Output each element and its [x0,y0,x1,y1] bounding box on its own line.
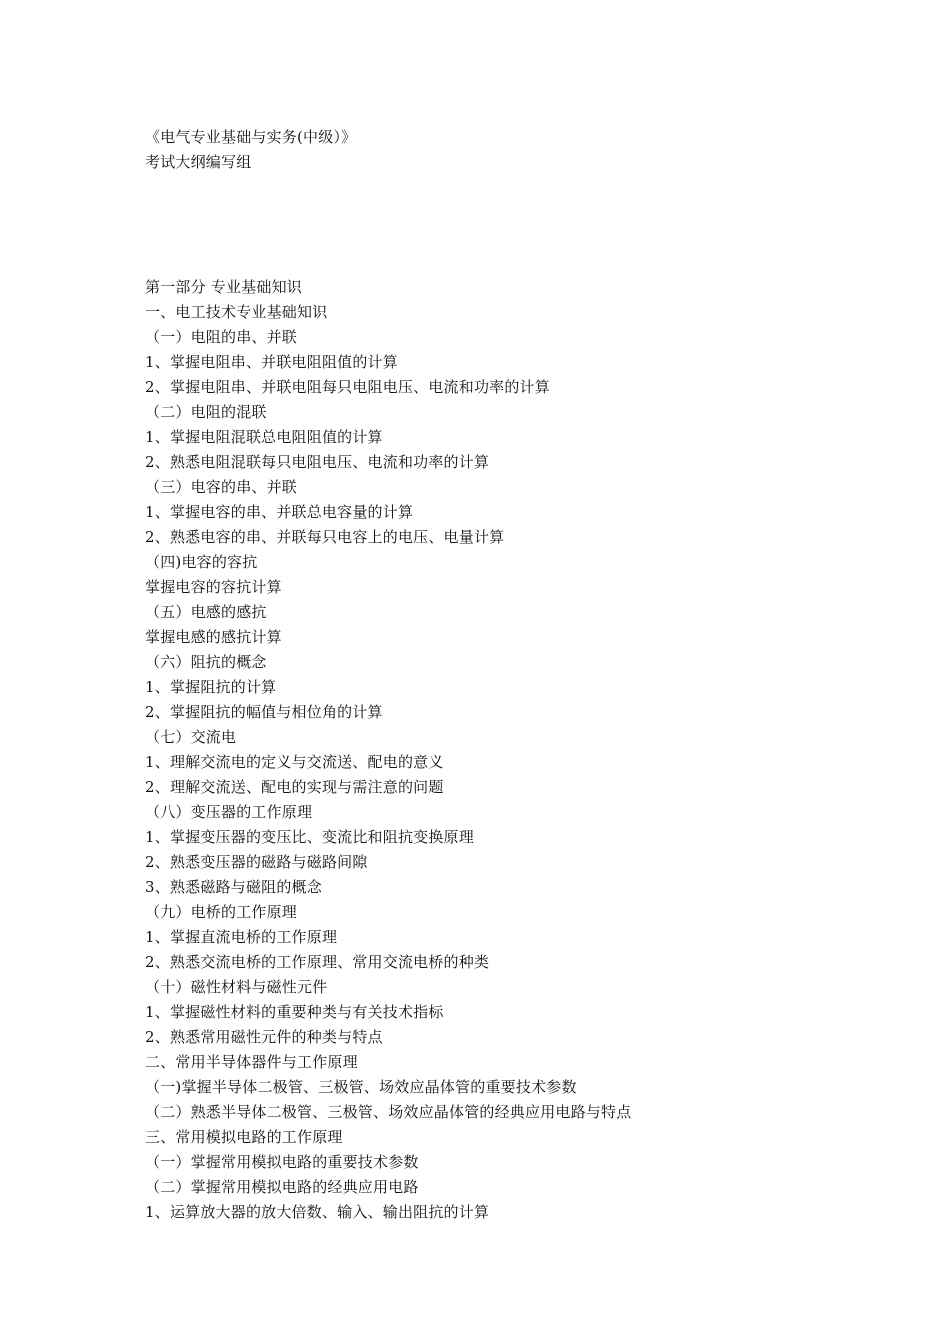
outline-item: 1、掌握电容的串、并联总电容量的计算 [145,503,414,521]
outline-item: （二）掌握常用模拟电路的经典应用电路 [145,1178,419,1196]
subsection-heading: （七）交流电 [145,728,237,746]
outline-item: 1、掌握电阻串、并联电阻阻值的计算 [145,353,398,371]
chapter-heading: 三、常用模拟电路的工作原理 [145,1128,343,1146]
outline-item: 1、掌握磁性材料的重要种类与有关技术指标 [145,1003,444,1021]
subsection-heading: （三）电容的串、并联 [145,478,298,496]
outline-item: （一)掌握半导体二极管、三极管、场效应晶体管的重要技术参数 [145,1078,577,1096]
chapter-heading: 一、电工技术专业基础知识 [145,303,328,321]
outline-item: 2、掌握阻抗的幅值与相位角的计算 [145,703,383,721]
outline-item: 掌握电容的容抗计算 [145,578,282,596]
section-heading: 第一部分 专业基础知识 [145,278,302,296]
outline-item: 2、熟悉交流电桥的工作原理、常用交流电桥的种类 [145,953,490,971]
outline-item: 1、运算放大器的放大倍数、输入、输出阻抗的计算 [145,1203,490,1221]
outline-item: 1、掌握电阻混联总电阻阻值的计算 [145,428,383,446]
document-title: 《电气专业基础与实务(中级）》 [145,128,357,146]
subsection-heading: （五）电感的感抗 [145,603,267,621]
outline-item: 1、掌握直流电桥的工作原理 [145,928,338,946]
document-header [145,125,845,175]
outline-item: 1、掌握阻抗的计算 [145,678,277,696]
outline-item: 2、掌握电阻串、并联电阻每只电阻电压、电流和功率的计算 [145,378,550,396]
subsection-heading: （六）阻抗的概念 [145,653,267,671]
subsection-heading: （四)电容的容抗 [145,553,258,571]
outline-item: 1、理解交流电的定义与交流送、配电的意义 [145,753,444,771]
outline-item: （二）熟悉半导体二极管、三极管、场效应晶体管的经典应用电路与特点 [145,1103,632,1121]
outline-item: 1、掌握变压器的变压比、变流比和阻抗变换原理 [145,828,474,846]
document-body [145,275,905,1225]
outline-item: 掌握电感的感抗计算 [145,628,282,646]
subsection-heading: （八）变压器的工作原理 [145,803,313,821]
subsection-heading: （十）磁性材料与磁性元件 [145,978,328,996]
outline-item: 2、熟悉电容的串、并联每只电容上的电压、电量计算 [145,528,505,546]
subsection-heading: （九）电桥的工作原理 [145,903,298,921]
outline-item: 2、熟悉电阻混联每只电阻电压、电流和功率的计算 [145,453,490,471]
outline-item: 2、理解交流送、配电的实现与需注意的问题 [145,778,444,796]
outline-item: 3、熟悉磁路与磁阻的概念 [145,878,322,896]
subsection-heading: （二）电阻的混联 [145,403,267,421]
outline-item: 2、熟悉变压器的磁路与磁路间隙 [145,853,368,871]
subsection-heading: （一）电阻的串、并联 [145,328,298,346]
outline-item: 2、熟悉常用磁性元件的种类与特点 [145,1028,383,1046]
chapter-heading: 二、常用半导体器件与工作原理 [145,1053,358,1071]
document-author: 考试大纲编写组 [145,153,252,171]
outline-item: （一）掌握常用模拟电路的重要技术参数 [145,1153,419,1171]
